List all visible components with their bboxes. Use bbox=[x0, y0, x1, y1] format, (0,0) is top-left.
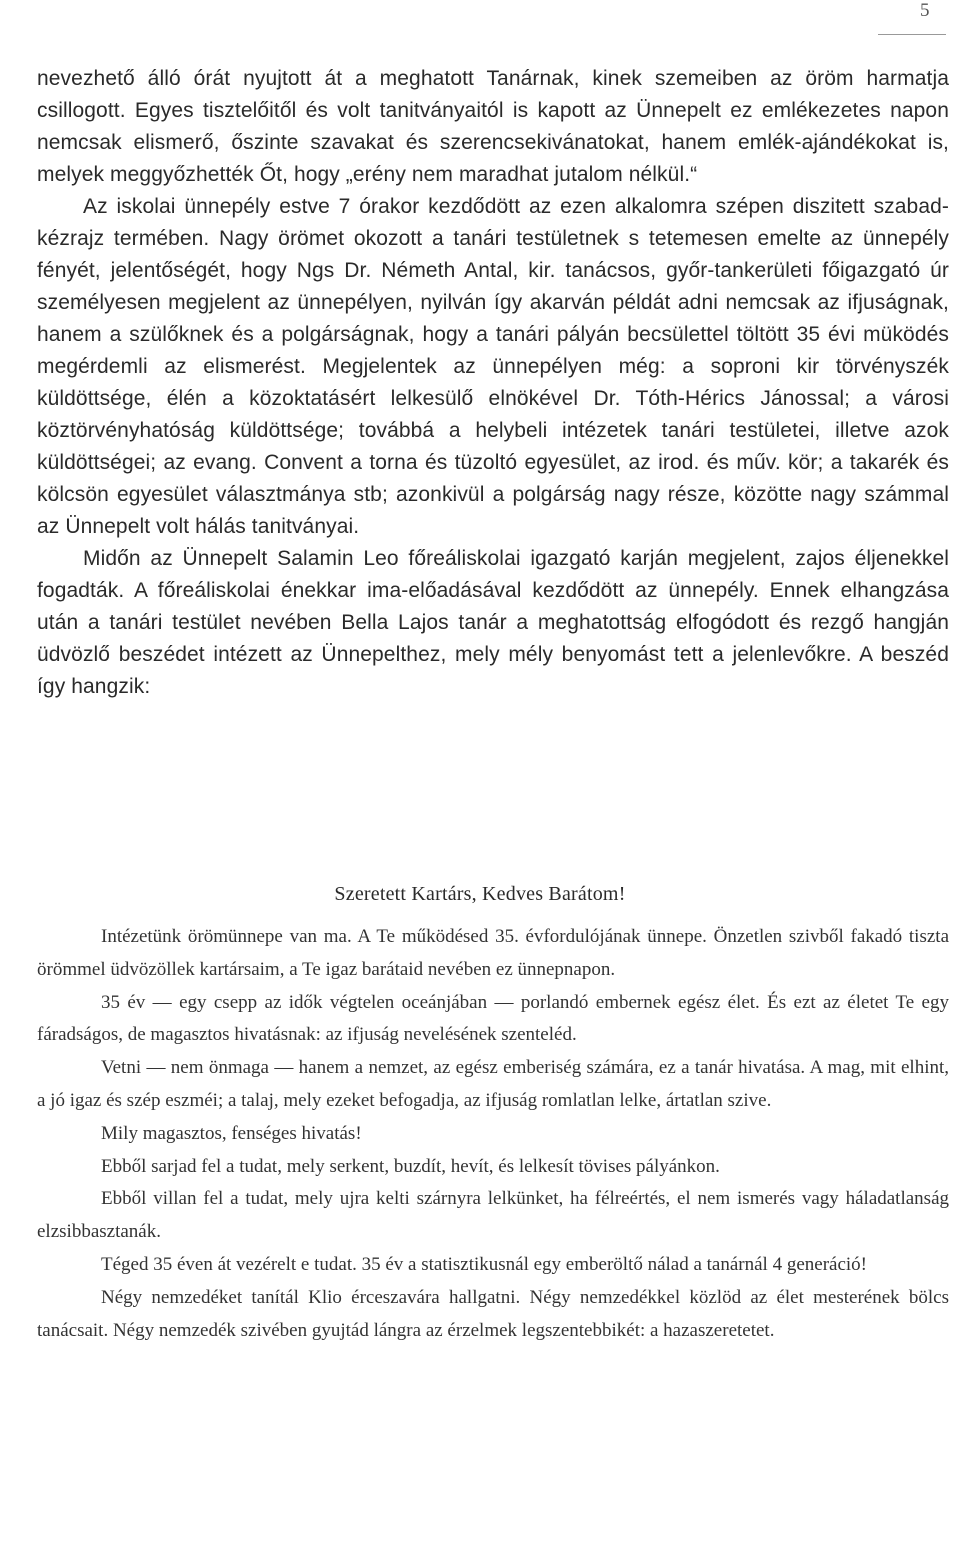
page-number: 5 bbox=[920, 0, 930, 21]
paragraph-1: nevezhető álló órát nyujtott át a meghatott Tanárnak, kinek szemeiben az öröm harmatja csillogott. Egyes tisztelőitől és volt tanitványaitól is kapott az Ünnepelt ez emlékezetes napon nemcsak elismerő, őszinte szavakat és szerencsekivánatokat, hanem emlék-ajándékokat is, melyek meggyőzhették Őt, hogy „erény nem maradhat jutalom nélkül.“ bbox=[37, 67, 949, 186]
speech-paragraph-4: Mily magasztos, fenséges hivatás! bbox=[101, 1122, 362, 1144]
speech-paragraph-5: Ebből sarjad fel a tudat, mely serkent, buzdít, hevít, és lelkesít tövises pályánkon. bbox=[101, 1155, 720, 1177]
speech-paragraph-6: Ebből villan fel a tudat, mely ujra kelti szárnyra lelkünket, ha félreértés, el nem ismerés vagy háladatlanság elzsibbasztanák. bbox=[37, 1188, 949, 1243]
speech-text bbox=[37, 921, 949, 1347]
speech-paragraph-8: Négy nemzedéket tanítál Klio érceszavára hallgatni. Négy nemzedékkel közlöd az élet mesterének bölcs tanácsait. Négy nemzedék szivében gyujtád lángra az érzelmek legszentebbikét: a hazaszeretetet. bbox=[37, 1286, 949, 1341]
speech-paragraph-1: Intézetünk örömünnepe van ma. A Te működésed 35. évfordulójának ünnepe. Önzetlen szivből fakadó tiszta örömmel üdvözöllek kartársaim, a Te igaz barátaid nevében ez ünnepnapon. bbox=[37, 926, 949, 980]
speech-paragraph-7: Téged 35 éven át vezérelt e tudat. 35 év a statisztikusnál egy emberöltő nálad a tanárnál 4 generáció! bbox=[101, 1253, 868, 1275]
body-text bbox=[37, 63, 949, 703]
speech-paragraph-3: Vetni — nem önmaga — hanem a nemzet, az egész emberiség számára, ez a tanár hivatása. A mag, mit elhint, a jó igaz és szép eszméi; a talaj, mely ezeket befogadja, az ifjuság romlatlan lelke, ártatlan szive. bbox=[37, 1057, 949, 1111]
paragraph-2: Az iskolai ünnepély estve 7 órakor kezdődött az ezen alkalomra szépen diszitett szabad- kézrajz termében. Nagy örömet okozott a tanári testületnek s tetemesen emelte az ünnepély fényét, jelentőségét, hogy Ngs Dr. Németh Antal, kir. tanácsos, győr-tankerületi főigazgató úr személyesen megjelent az ünnepélyen, nyilván így akarván példát adni nemcsak az ifjuságnak, hanem a szülőknek és a polgárságnak, hogy a tanári pályán becsülettel töltött 35 évi müködés megérdemli az elismerést. Megjelentek az ünnepélyen még: a soproni kir törvényszék küldöttsége, élén a közoktatásért lelkesülő elnökével Dr. Tóth-Hérics Jánossal; a városi köztörvényhatóság küldöttsége; továbbá a helybeli intézetek tanári testületei, illetve azok küldöttségei; az evang. Convent a torna és tüzoltó egyesület, az irod. és műv. kör; a takarék és kölcsön egyesület választmánya stb; azonkivül a polgárság nagy része, közötte nagy számmal az Ünnepelt volt hálás tanitványai. bbox=[37, 195, 949, 538]
header-rule bbox=[878, 34, 946, 35]
speech-paragraph-2: 35 év — egy csepp az idők végtelen oceánjában — porlandó embernek egész élet. És ezt az életet Te egy fáradságos, de magasztos hivatásnak: az ifjuság nevelésének szenteléd. bbox=[37, 991, 949, 1046]
paragraph-3: Midőn az Ünnepelt Salamin Leo főreáliskolai igazgató karján megjelent, zajos éljenekkel fogadták. A főreáliskolai énekkar ima-előadásával kezdődött az ünnepély. Ennek elhangzása után a tanári testület nevében Bella Lajos tanár a meghatottság elfogódott és rezgő hangján üdvözlő beszédet intézett az Ünnepelthez, mely mély benyomást tett a jelenlevőkre. A beszéd így hangzik: bbox=[37, 547, 949, 698]
speech-salutation: Szeretett Kartárs, Kedves Barátom! bbox=[334, 883, 626, 905]
